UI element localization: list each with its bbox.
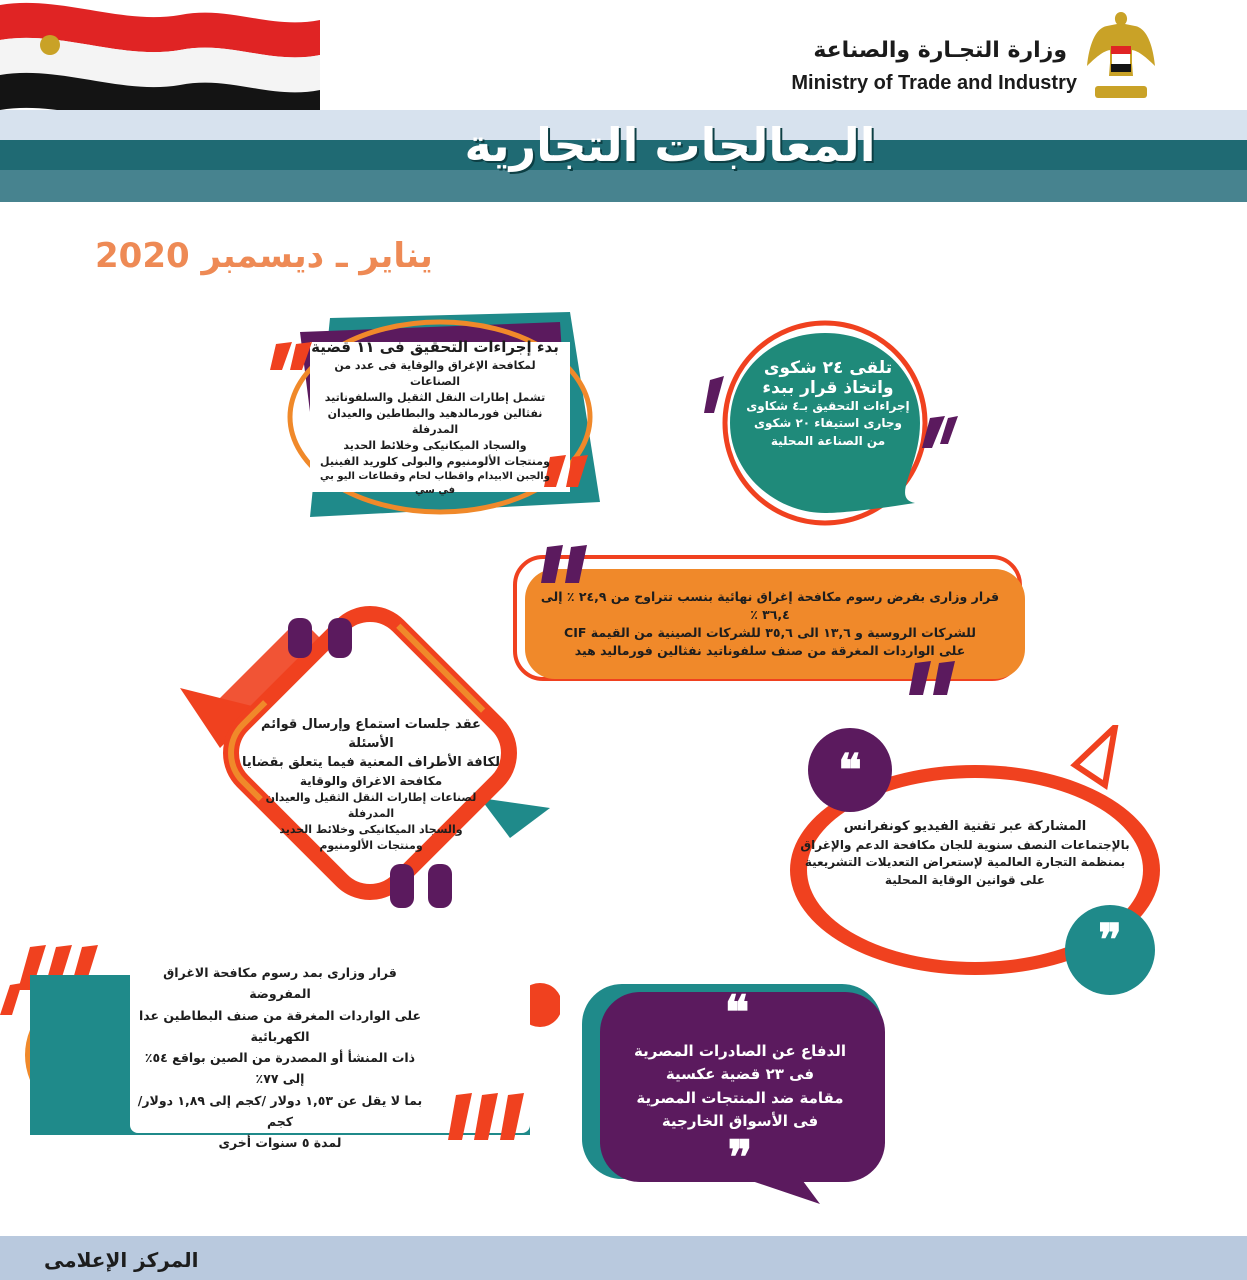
video-line: على قوانين الوقاية المحلية (884, 872, 1046, 887)
investigation-line: والجبن الابيدام واقطاب لحام وقطاعات اليو بي في سي (320, 470, 550, 497)
hearings-line: لكافة الأطراف المعنية فيما يتعلق بقضايا (242, 754, 500, 770)
investigation-line: ومنتجات الألومنيوم والبولى كلوريد الفينيل (320, 454, 550, 468)
investigation-line: لمكافحة الإغراق والوقاية فى عدد من الصناعات (334, 359, 536, 388)
defense-line: الدفاع عن الصادرات المصرية (634, 1042, 846, 1060)
page-title: المعالجات التجارية (464, 118, 876, 172)
ministry-name-arabic: وزارة التجـارة والصناعة (813, 38, 1067, 63)
complaints-line: واتخاذ قرار ببدء (762, 378, 894, 398)
defense-line: مقامة ضد المنتجات المصرية (636, 1088, 844, 1107)
decree-final-card (525, 588, 1015, 661)
quote-open-icon: ❝ (838, 745, 862, 796)
date-range: يناير ـ ديسمبر 2020 (95, 236, 433, 276)
footer-media-center: المركز الإعلامى (44, 1248, 199, 1272)
hearings-card (242, 716, 500, 854)
investigation-line: والسجاد الميكانيكى وخلائط الحديد (343, 438, 527, 452)
hearings-line: لصناعات إطارات النقل الثقيل والعيدان المدرفلة (265, 790, 477, 820)
hearings-line: مكافحة الاغراق والوقاية (299, 773, 443, 788)
investigation-line: تشمل إطارات النقل الثقيل والسلفوناتيد (324, 390, 546, 404)
defense-line: فى ٢٣ قضية عكسية (665, 1065, 815, 1084)
extension-line: قرار وزارى بمد رسوم مكافحة الاغراق المفروضة (163, 965, 397, 1002)
quote-close-icon: ❞ (1098, 915, 1122, 966)
hearings-line: والسجاد الميكانيكى وخلائط الحديد (279, 822, 463, 836)
decree-final-line: قرار وزارى بفرض رسوم مكافحة إغراق نهائية بنسب تتراوح من ٢٤,٩ ٪ إلى ٣٦,٤ ٪ (540, 589, 1000, 623)
extension-line: بما لا يقل عن ١,٥٣ دولار /كجم إلى ١,٨٩ دولار/ كجم (137, 1092, 423, 1129)
defense-line: فى الأسواق الخارجية (661, 1111, 819, 1130)
hearings-line: ومنتجات الألومنيوم (319, 838, 423, 852)
eagle-emblem-icon (1085, 6, 1157, 106)
investigation-line: نفثالين فورمالدهيد والبطاطين والعيدان المدرفلة (327, 406, 543, 436)
extension-line: على الواردات المغرقة من صنف البطاطين عدا الكهربائية (138, 1007, 422, 1044)
investigation-title: بدء إجراءات التحقيق فى ١١ قضية (311, 338, 559, 356)
complaints-line: تلقى ٢٤ شكوى (763, 358, 893, 378)
video-line: بمنظمة التجارة العالمية لإستعراض التعديلات التشريعية (804, 855, 1126, 870)
complaints-line: من الصناعة المحلية (770, 433, 886, 448)
title-band-shade (0, 170, 1247, 202)
video-card (800, 818, 1130, 889)
complaints-line: وجارى استيفاء ٢٠ شكوى (753, 416, 902, 431)
extension-line: لمدة ٥ سنوات أخرى (218, 1135, 342, 1150)
video-line: المشاركة عبر تقنية الفيديو كونفرانس (843, 819, 1087, 834)
complaints-line: إجراءات التحقيق بـ٤ شكاوى (746, 399, 910, 413)
complaints-card (740, 358, 916, 450)
decree-final-line: على الواردات المغرقة من صنف سلفوناتيد نفثالين فورماليد هيد (574, 643, 966, 659)
investigation-card (310, 338, 560, 499)
quote-close-icon: ❞ (727, 1130, 753, 1184)
hearings-line: عقد جلسات استماع وإرسال قوائم الأسئلة (261, 717, 481, 751)
decree-final-line: للشركات الروسية و ١٣,٦ الى ٣٥,٦ للشركات الصينية من القيمة CIF (564, 625, 976, 641)
video-line: بالإجتماعات النصف سنوية للجان مكافحة الدعم والإغراق (800, 837, 1130, 852)
ministry-name-english: Ministry of Trade and Industry (791, 72, 1077, 94)
extension-card (135, 962, 425, 1153)
quote-open-icon: ❝ (724, 985, 750, 1039)
defense-card (620, 1040, 860, 1133)
extension-line: ذات المنشأ أو المصدرة من الصين بواقع ٥٤٪ إلى ٧٧٪ (144, 1050, 416, 1087)
